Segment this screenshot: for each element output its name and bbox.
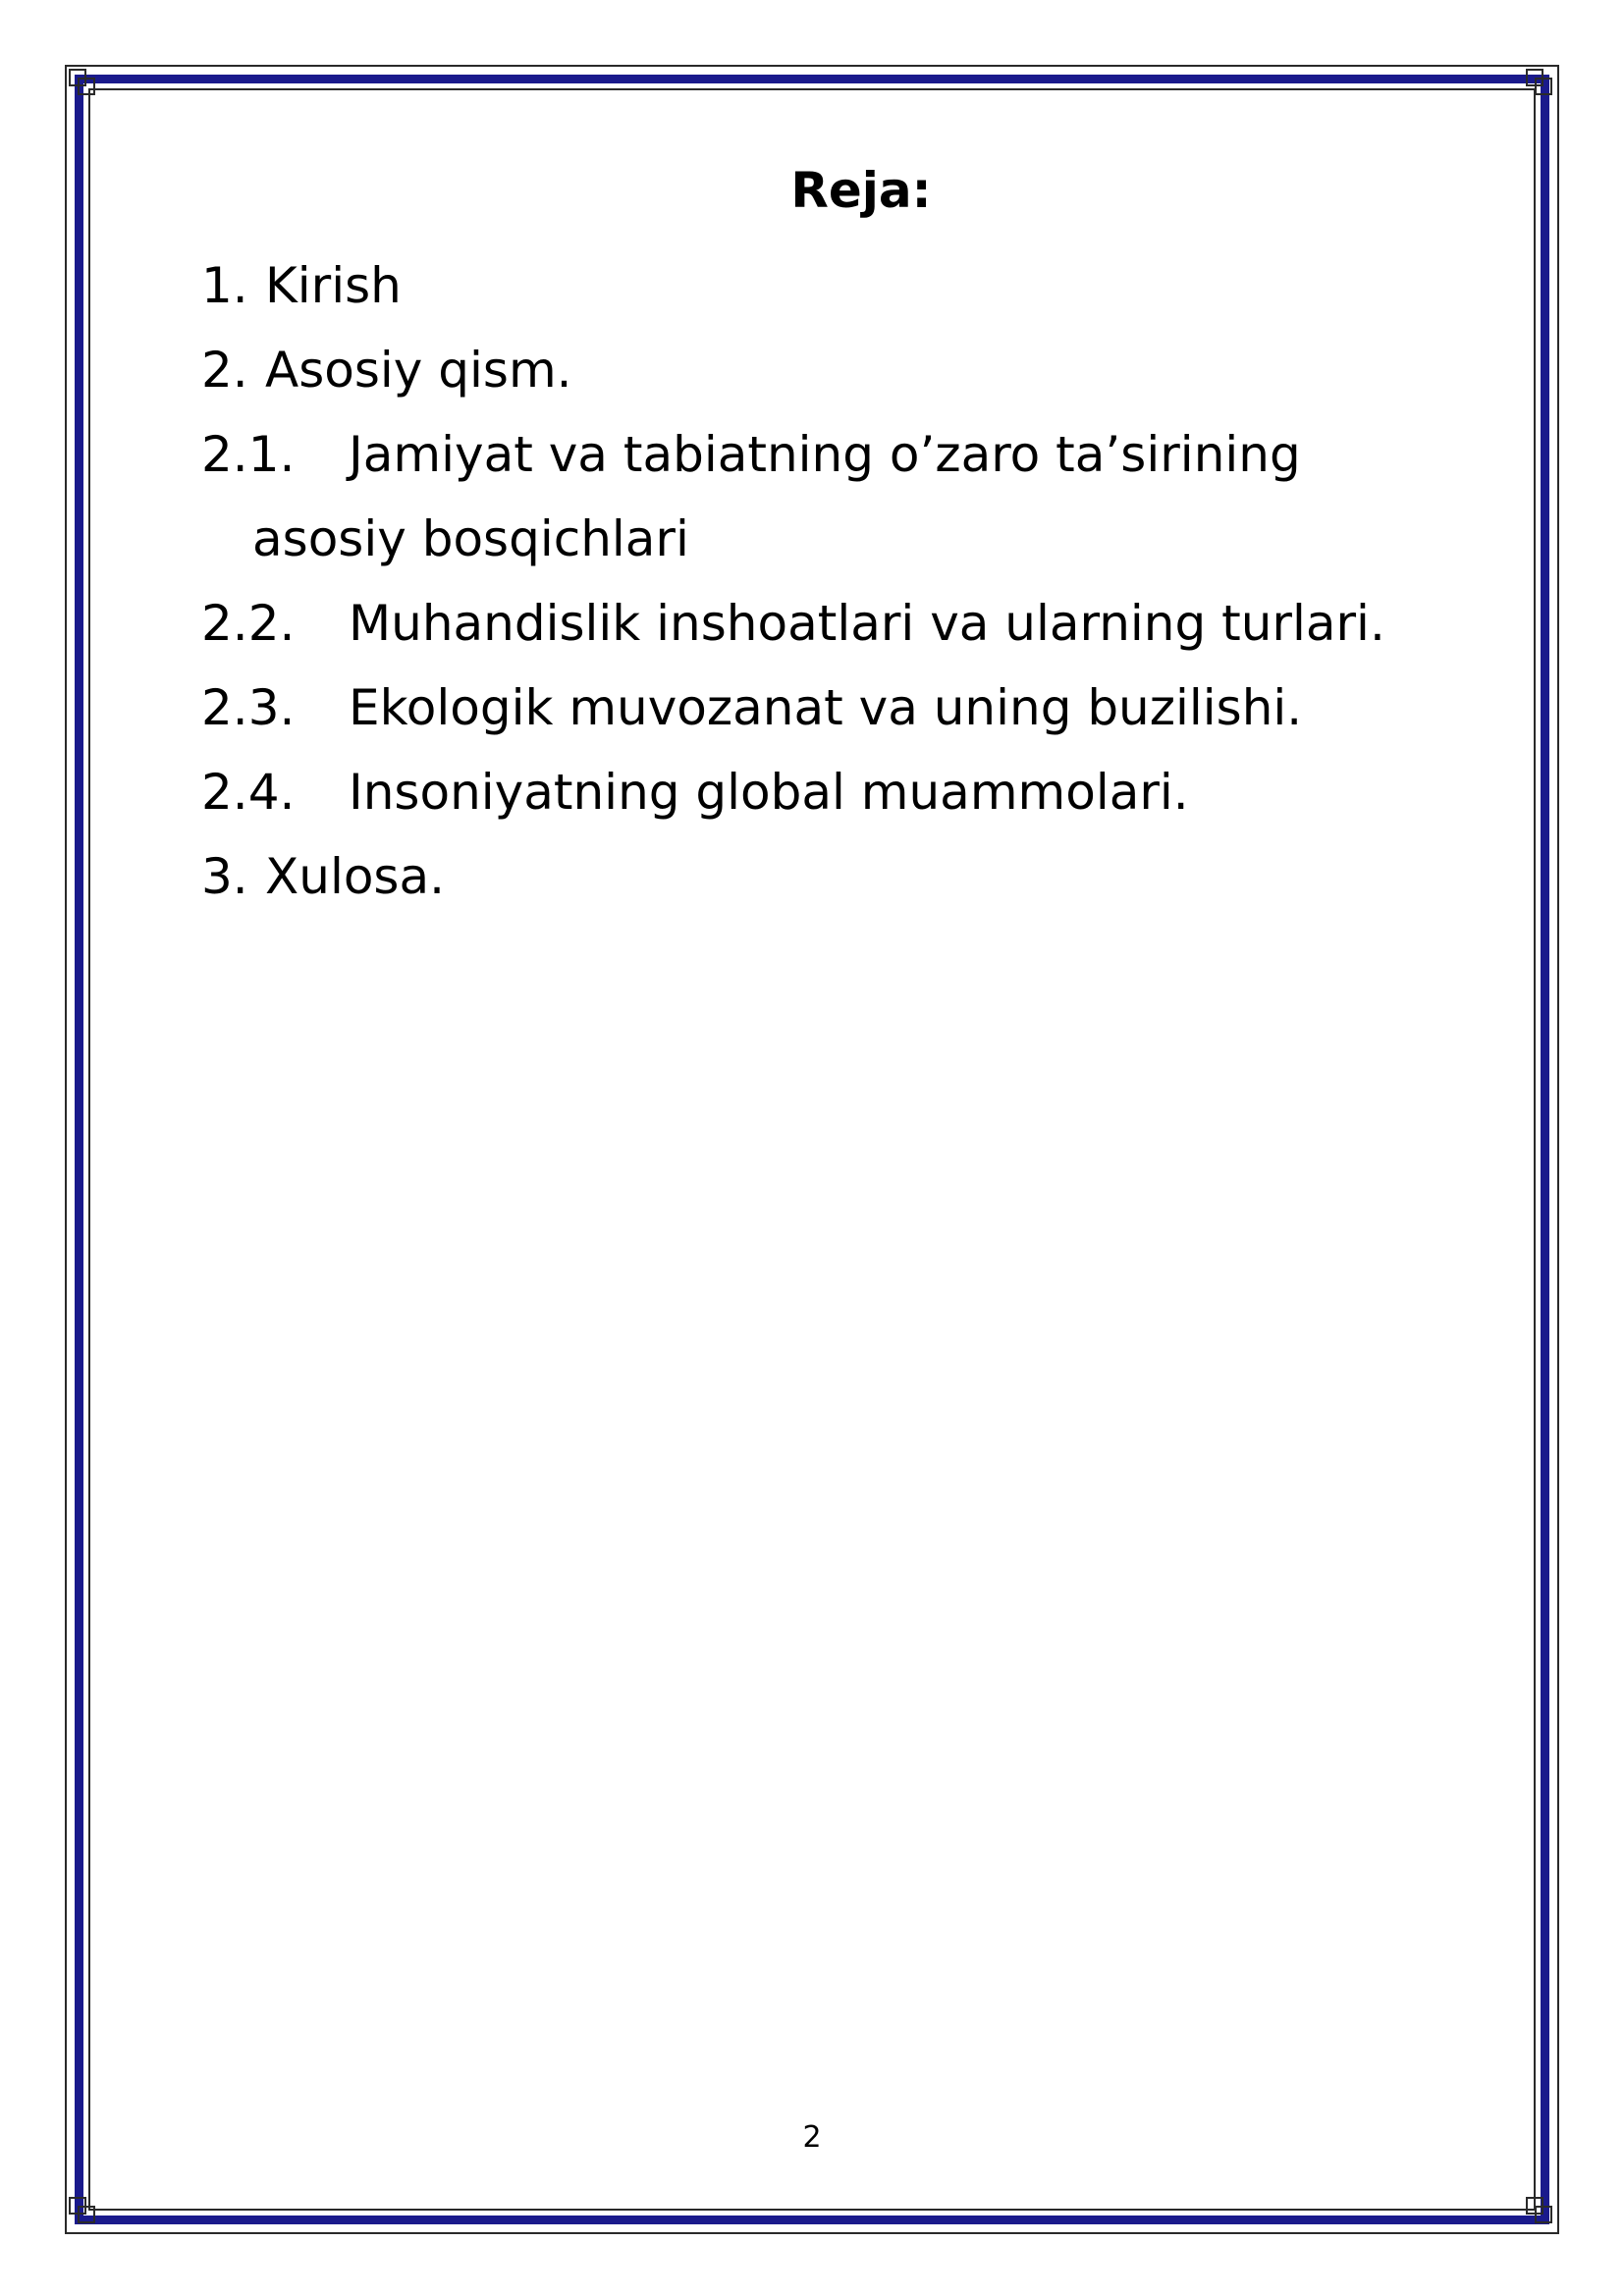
plan-item-number: 2.2. bbox=[201, 595, 296, 652]
plan-item-2-1-continuation bbox=[201, 497, 1429, 581]
page-number: 2 bbox=[802, 2120, 822, 2155]
plan-item-3 bbox=[201, 834, 1429, 919]
border-corner-ornament-top-right bbox=[1526, 69, 1555, 98]
plan-item-text: Kirish bbox=[265, 257, 402, 314]
plan-item-2 bbox=[201, 328, 1429, 412]
plan-item-2-4 bbox=[201, 750, 1429, 834]
plan-item-text: Xulosa. bbox=[265, 848, 446, 905]
page-title: Reja: bbox=[790, 162, 932, 219]
plan-item-number: 2.4. bbox=[201, 764, 296, 821]
plan-item-number: 2. bbox=[201, 342, 248, 399]
plan-item-number: 3. bbox=[201, 848, 248, 905]
plan-item-text: Muhandislik inshoatlari va ularning turlari. bbox=[349, 595, 1385, 652]
plan-item-number: 1. bbox=[201, 257, 248, 314]
plan-item-text: Jamiyat va tabiatning o’zaro ta’sirining bbox=[349, 426, 1301, 483]
plan-item-1 bbox=[201, 243, 1429, 328]
plan-item-2-3 bbox=[201, 666, 1429, 750]
border-corner-ornament-bottom-right bbox=[1526, 2197, 1555, 2226]
plan-item-text: Ekologik muvozanat va uning buzilishi. bbox=[349, 679, 1303, 736]
plan-item-2-2 bbox=[201, 581, 1429, 666]
border-corner-ornament-bottom-left bbox=[69, 2197, 98, 2226]
plan-item-number: 2.1. bbox=[201, 426, 296, 483]
border-corner-ornament-top-left bbox=[69, 69, 98, 98]
plan-item-text: Insoniyatning global muammolari. bbox=[349, 764, 1189, 821]
plan-item-text: Asosiy qism. bbox=[265, 342, 572, 399]
plan-item-number: 2.3. bbox=[201, 679, 296, 736]
plan-item-2-1 bbox=[201, 412, 1429, 497]
plan-list bbox=[201, 243, 1429, 919]
plan-item-text-continuation: asosiy bosqichlari bbox=[252, 510, 689, 567]
